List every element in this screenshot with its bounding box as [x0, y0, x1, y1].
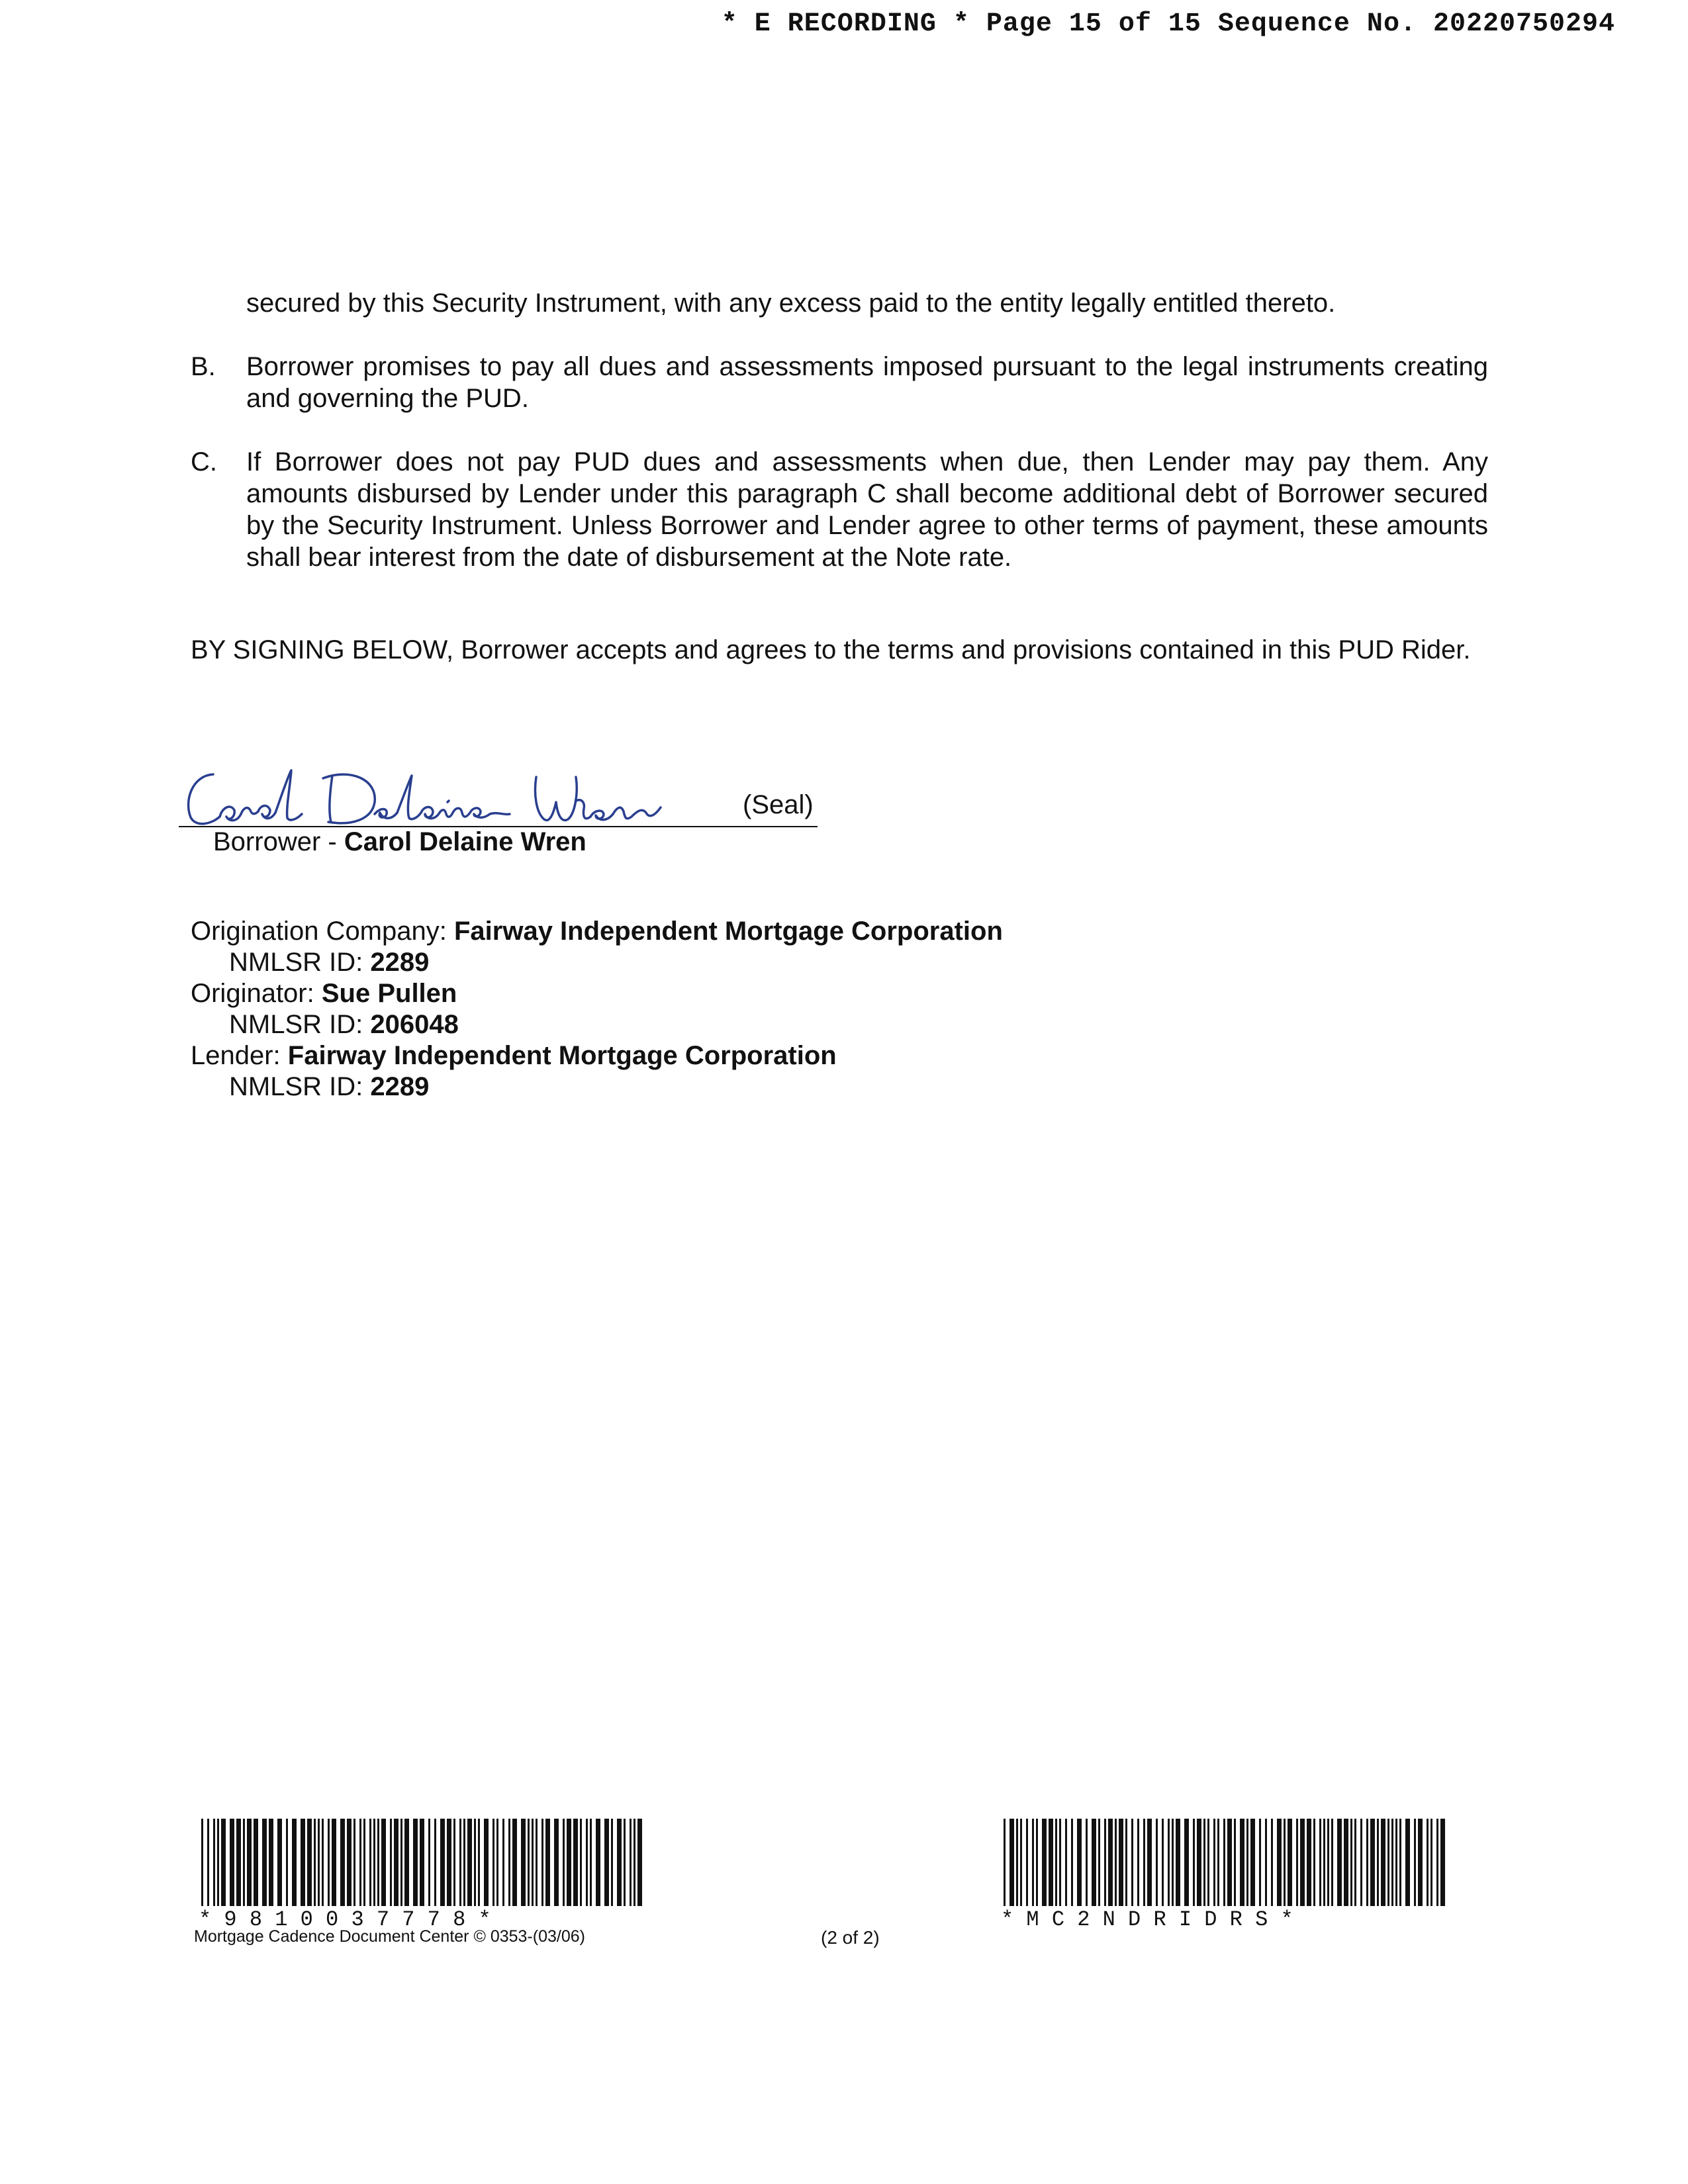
barcode-bar [502, 1819, 504, 1906]
barcode-bar [1137, 1819, 1139, 1906]
barcode-bar [1350, 1819, 1352, 1906]
barcode-bar [286, 1819, 288, 1906]
barcode-bar [314, 1819, 316, 1906]
barcode-bar [1217, 1819, 1219, 1906]
barcode-bar [545, 1819, 550, 1906]
barcode-bar [590, 1819, 592, 1906]
barcode-bar [1327, 1819, 1329, 1906]
barcode-bar [404, 1819, 409, 1906]
barcode-bars [1001, 1819, 1451, 1906]
barcode-bar [1055, 1819, 1057, 1906]
barcode-bar [1032, 1819, 1034, 1906]
barcode-bar [1119, 1819, 1123, 1906]
barcode-bar [459, 1819, 461, 1906]
barcode-bar [1387, 1819, 1389, 1906]
barcode-bar [463, 1819, 465, 1906]
barcode-bar [1430, 1819, 1432, 1906]
barcode-bar [1427, 1819, 1429, 1906]
lender-label: Lender: [191, 1041, 288, 1070]
nmlsr-label: NMLSR ID: [229, 1010, 371, 1039]
barcode-bar [1246, 1819, 1248, 1906]
barcode-bar [1115, 1819, 1117, 1906]
originator-name: Sue Pullen [321, 979, 457, 1008]
originator-nmlsr-line [191, 1009, 459, 1040]
barcode-bar [624, 1819, 626, 1906]
barcode-bar [1250, 1819, 1255, 1906]
barcode-bar [521, 1819, 526, 1906]
barcode-bar [1203, 1819, 1205, 1906]
barcode-bar [1436, 1819, 1438, 1906]
barcode-bar [1104, 1819, 1106, 1906]
barcode-bar [1193, 1819, 1195, 1906]
barcode-bar [1377, 1819, 1379, 1906]
barcode-bar [554, 1819, 559, 1906]
barcode-bar [1131, 1819, 1133, 1906]
barcode-bar [596, 1819, 600, 1906]
barcode-bar [1277, 1819, 1282, 1906]
barcode-bar [567, 1819, 571, 1906]
barcode-caption: * M C 2 N D R I D R S * [1001, 1907, 1293, 1932]
barcode-bar [1414, 1819, 1416, 1906]
barcode-bar [1234, 1819, 1236, 1906]
item-letter: B. [191, 352, 216, 381]
barcode-bar [1395, 1819, 1397, 1906]
barcode-bar [1391, 1819, 1393, 1906]
barcode-bar [541, 1819, 543, 1906]
barcode-bar [1259, 1819, 1261, 1906]
lender-nmlsr-line [191, 1071, 429, 1103]
barcode-bar [221, 1819, 226, 1906]
barcode-bar [236, 1819, 241, 1906]
barcode-bar [207, 1819, 209, 1906]
barcode-bar [428, 1819, 430, 1906]
barcode-bar [1300, 1819, 1305, 1906]
barcode-bar [1176, 1819, 1180, 1906]
borrower-caption [213, 827, 586, 857]
barcode-bar [1240, 1819, 1244, 1906]
barcode-bar [532, 1819, 534, 1906]
lender-name: Fairway Independent Mortgage Corporation [287, 1041, 837, 1070]
barcode-bar [1344, 1819, 1348, 1906]
barcode-bar [1207, 1819, 1209, 1906]
barcode-bar [1399, 1819, 1401, 1906]
barcode-bar [580, 1819, 582, 1906]
barcode-bar [328, 1819, 330, 1906]
barcode-bar [1319, 1819, 1321, 1906]
barcode-bar [1009, 1819, 1014, 1906]
barcode-bar [434, 1819, 436, 1906]
borrower-label: Borrower - [213, 827, 344, 856]
barcode-bar [247, 1819, 252, 1906]
barcode-bar [277, 1819, 282, 1906]
barcode-bar [390, 1819, 392, 1906]
barcode-bar [1162, 1819, 1164, 1906]
barcode-bar [347, 1819, 352, 1906]
barcode-bar [1065, 1819, 1067, 1906]
document-center-footer: Mortgage Cadence Document Center © 0353-(03/06) [194, 1927, 585, 1946]
barcode-bar [478, 1819, 480, 1906]
barcode-bar [1265, 1819, 1267, 1906]
barcode-bar [1049, 1819, 1053, 1906]
barcode-bar [353, 1819, 355, 1906]
barcode-bar [230, 1819, 234, 1906]
barcode-bar [1125, 1819, 1127, 1906]
item-text: Borrower promises to pay all dues and assessments imposed pursuant to the legal instruments creating and governing the PUD. [246, 352, 1488, 413]
barcode-bar [492, 1819, 494, 1906]
barcode-bar [394, 1819, 399, 1906]
origination-company-name: Fairway Independent Mortgage Corporation [453, 917, 1003, 946]
barcode-bar [630, 1819, 632, 1906]
barcode-bar [474, 1819, 476, 1906]
barcode-bar [484, 1819, 489, 1906]
barcode-bar [1026, 1819, 1028, 1906]
barcode-bar [217, 1819, 219, 1906]
barcode-bar [1337, 1819, 1342, 1906]
nmlsr-label: NMLSR ID: [229, 1072, 371, 1101]
nmlsr-label: NMLSR ID: [229, 948, 371, 977]
barcode-bar [1440, 1819, 1445, 1906]
barcode-bar [1331, 1819, 1333, 1906]
barcode-caption: * 9 8 1 0 0 3 7 7 7 8 * [199, 1907, 491, 1932]
origination-company-nmlsr-line [191, 947, 429, 978]
barcode-bar [1092, 1819, 1096, 1906]
barcode-bar [400, 1819, 402, 1906]
barcode-bar [243, 1819, 245, 1906]
barcode-bar [1271, 1819, 1273, 1906]
barcode-bar [1223, 1819, 1225, 1906]
rider-item-b [191, 351, 1488, 414]
barcode-bar [322, 1819, 324, 1906]
barcode-bar [573, 1819, 578, 1906]
barcode-bar [1086, 1819, 1088, 1906]
barcode-bar [213, 1819, 215, 1906]
barcode-document-code [1001, 1819, 1451, 1932]
origination-company-label: Origination Company: [191, 917, 454, 946]
barcode-bar [1213, 1819, 1215, 1906]
barcode-bar [1184, 1819, 1189, 1906]
barcode-bar [1059, 1819, 1061, 1906]
barcode-bar [617, 1819, 622, 1906]
barcode-bar [377, 1819, 379, 1906]
handwritten-signature [179, 761, 682, 834]
barcode-bar [413, 1819, 418, 1906]
barcode-bar [307, 1819, 312, 1906]
barcode-bar [1004, 1819, 1006, 1906]
barcode-bar [1288, 1819, 1292, 1906]
barcode-bar [1296, 1819, 1298, 1906]
continuation-paragraph: secured by this Security Instrument, with any excess paid to the entity legally entitled thereto. [246, 289, 1336, 318]
origination-company-line [191, 916, 1003, 947]
barcode-bar [369, 1819, 371, 1906]
item-text: If Borrower does not pay PUD dues and assessments when due, then Lender may pay them. Any amounts disbursed by Lender under this paragraph C shall become additional debt of Borrower secured by the Security Instrument. Unless Borrower and Lender agree to other terms of payment, these amounts shall bear interest from the date of disbursement at the Note rate. [246, 447, 1488, 572]
barcode-bar [269, 1819, 273, 1906]
barcode-bar [1108, 1819, 1113, 1906]
barcode-bar [1016, 1819, 1018, 1906]
barcode-bar [1354, 1819, 1356, 1906]
originator-line [191, 978, 457, 1009]
barcode-bar [528, 1819, 530, 1906]
recording-header: * E RECORDING * Page 15 of 15 Sequence No. 20220750294 [721, 9, 1615, 39]
barcode-bar [1323, 1819, 1325, 1906]
barcode-bar [363, 1819, 365, 1906]
barcode-bar [453, 1819, 455, 1906]
barcode-bar [254, 1819, 258, 1906]
page-of-footer: (2 of 2) [821, 1927, 880, 1948]
barcode-bar [1147, 1819, 1152, 1906]
seal-label: (Seal) [743, 790, 814, 819]
borrower-name: Carol Delaine Wren [344, 827, 586, 856]
barcode-bar [586, 1819, 588, 1906]
barcode-bar [1077, 1819, 1082, 1906]
barcode-bar [1366, 1819, 1368, 1906]
barcode-bar [1307, 1819, 1311, 1906]
barcode-bar [420, 1819, 424, 1906]
barcode-bar [1405, 1819, 1410, 1906]
nmlsr-id: 2289 [370, 1072, 430, 1101]
barcode-bar [1036, 1819, 1038, 1906]
barcode-bar [1020, 1819, 1022, 1906]
item-letter: C. [191, 447, 217, 477]
barcode-bar [301, 1819, 305, 1906]
barcode-bar [563, 1819, 565, 1906]
barcode-bar [1156, 1819, 1158, 1906]
barcode-bar [373, 1819, 375, 1906]
barcode-bar [340, 1819, 345, 1906]
barcode-loan-number [199, 1819, 649, 1932]
barcode-bar [496, 1819, 498, 1906]
barcode-bar [1172, 1819, 1174, 1906]
barcode-bar [201, 1819, 203, 1906]
barcode-bar [292, 1819, 297, 1906]
barcode-bar [536, 1819, 538, 1906]
barcode-bar [440, 1819, 445, 1906]
barcode-bar [1381, 1819, 1385, 1906]
barcode-bar [1313, 1819, 1315, 1906]
signing-statement: BY SIGNING BELOW, Borrower accepts and agrees to the terms and provisions contained in this PUD Rider. [191, 635, 1471, 664]
barcode-bar [633, 1819, 635, 1906]
lender-line [191, 1040, 837, 1071]
barcode-bar [604, 1819, 609, 1906]
barcode-bar [1284, 1819, 1286, 1906]
barcode-bar [1143, 1819, 1145, 1906]
barcode-bar [1418, 1819, 1423, 1906]
barcode-bar [1227, 1819, 1232, 1906]
barcode-bar [359, 1819, 361, 1906]
barcode-bar [318, 1819, 320, 1906]
barcode-bar [1042, 1819, 1047, 1906]
barcode-bar [1168, 1819, 1170, 1906]
barcode-bar [1197, 1819, 1201, 1906]
barcode-bar [332, 1819, 336, 1906]
barcode-bar [512, 1819, 517, 1906]
barcode-bar [447, 1819, 451, 1906]
barcode-bar [1360, 1819, 1362, 1906]
barcode-bar [262, 1819, 267, 1906]
barcode-bars [199, 1819, 649, 1906]
barcode-bar [611, 1819, 613, 1906]
nmlsr-id: 2289 [370, 948, 430, 977]
barcode-bar [508, 1819, 510, 1906]
barcode-bar [1370, 1819, 1375, 1906]
barcode-bar [1098, 1819, 1100, 1906]
barcode-bar [381, 1819, 386, 1906]
nmlsr-id: 206048 [370, 1010, 459, 1039]
barcode-bar [467, 1819, 472, 1906]
rider-item-c [191, 446, 1488, 573]
barcode-bar [1071, 1819, 1073, 1906]
originator-label: Originator: [191, 979, 322, 1008]
barcode-bar [637, 1819, 642, 1906]
